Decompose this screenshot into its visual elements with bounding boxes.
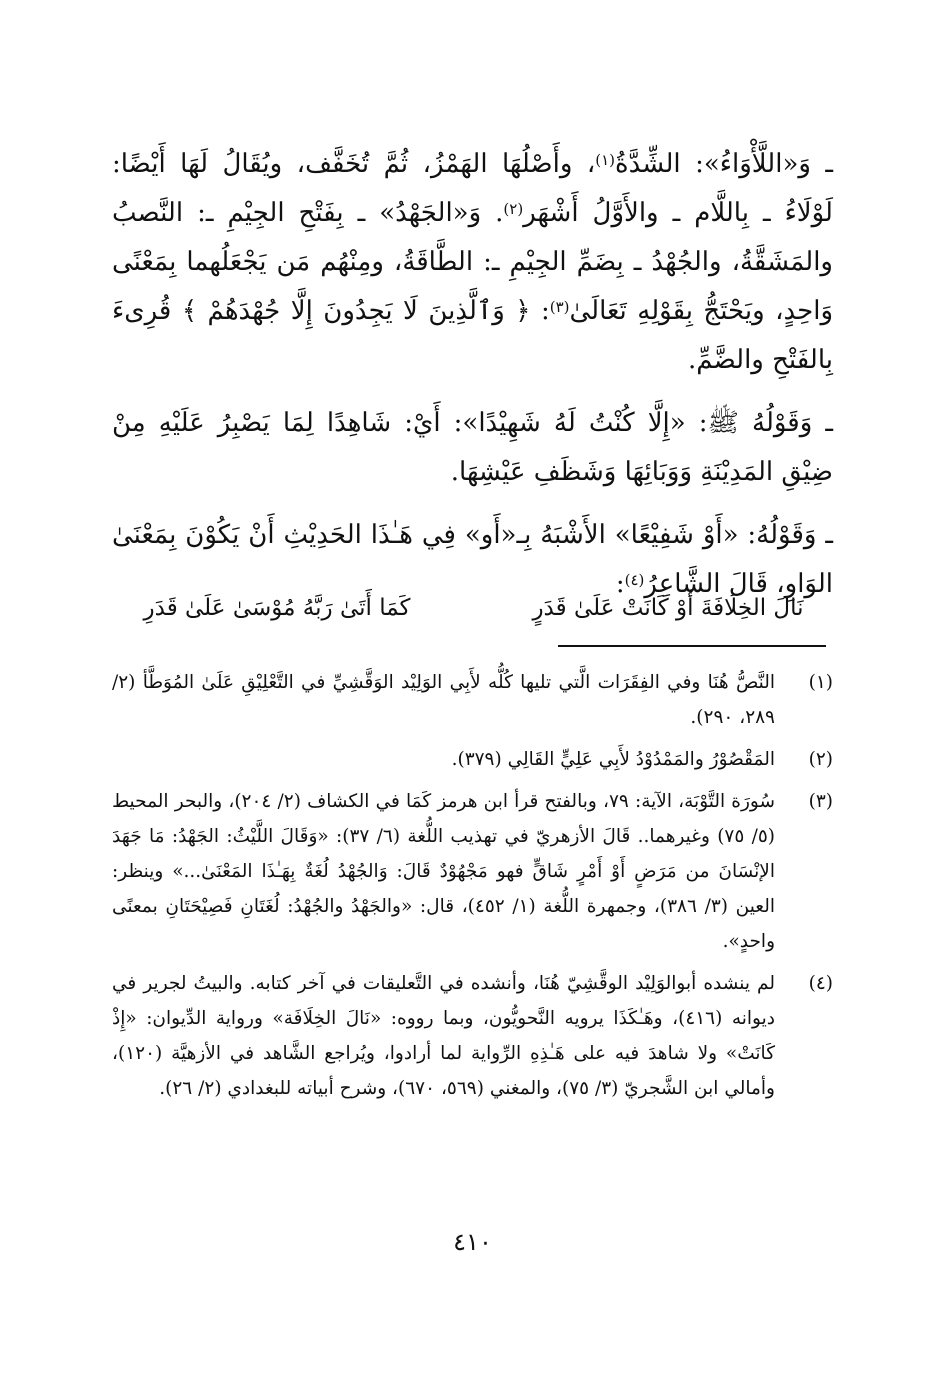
footnote-ref-4: (٤)	[624, 571, 645, 589]
paragraph-shafi-text-2: :	[615, 569, 625, 599]
verse-first-hemistich: نَالَ الخِلَافَةَ أَوْ كَانَتْ عَلَىٰ قَدَرٍ	[532, 595, 804, 621]
verse-second-hemistich: كَمَا أَتَىٰ رَبَّهُ مُوْسَىٰ عَلَىٰ قَدَرِ	[143, 595, 411, 621]
paragraph-shafi-text-1: ـ وَقَوْلُهُ: «أَوْ شَفِيْعًا» الأَشْبَهُ بِـ«أَو» فِي هَـٰذَا الحَدِيْثِ أَنْ يَكُوْنَ بِمَعْنَىٰ الوَاوِ، قَالَ الشَّاعِرُ	[112, 520, 833, 599]
paragraph-lawaa-text-1: ـ وَ«اللَّأْوَاءُ»: الشِّدَّةُ	[615, 149, 833, 179]
footnote-text: المَقْصُوْرُ والمَمْدُوْدُ لأَبِي عَلِيٍّ القَالِي (٣٧٩).	[451, 749, 775, 770]
footnote-separator	[558, 645, 826, 647]
footnote-number: (٢)	[808, 749, 833, 770]
footnote-number: (٣)	[808, 791, 833, 812]
paragraph-shahid	[112, 399, 833, 497]
footnote-text: النَّصُّ هُنَا وفي الفِقَرَات الَّتي تليها كُلُّه لأَبِي الوَلِيْد الوَقَّشِيِّ في التَّعْلِيْقِ عَلَىٰ المُوَطَّأ (٢/ ٢٨٩، ٢٩٠).	[112, 672, 775, 728]
footnote-3	[112, 784, 833, 959]
footnote-ref-1: (١)	[595, 151, 616, 169]
paragraph-lawaa-text-4: : ﴿ وَٱلَّذِينَ لَا يَجِدُونَ إِلَّا جُهْدَهُمْ ﴾ قُرِىءَ بِالفَتْحِ والضَّمِّ.	[112, 296, 833, 375]
footnote-text: لم ينشده أبوالوَلِيْد الوقَّشِيّ هُنَا، وأنشده في التَّعليقات في آخر كتابه. والبيتُ لجرير في ديوانه (٤١٦)، وهَـٰكَذَا يرويه النَّحويُّون، وبما رووه: «نَالَ الخِلَافَة» ورواية الدِّيوان: «إِذْ كَانَتْ» ولا شاهدَ فيه على هَـٰذِهِ الرِّواية لما أرادوا، ويُراجع الشَّاهد في الأزهيَّة (١٢٠)، وأمالي ابن الشَّجريّ (٣/ ٧٥)، والمغني (٥٦٩، ٦٧٠)، وشرح أبياته للبغدادي (٢/ ٢٦).	[112, 973, 776, 1099]
footnotes	[112, 665, 833, 1113]
main-text	[112, 140, 833, 623]
footnote-text: سُورَة التَّوْبَة، الآية: ٧٩، وبالفتح قرأ ابن هرمز كَمَا في الكشاف (٢/ ٢٠٤)، والبحر المحيط (٥/ ٧٥) وغيرهما.. قَالَ الأزهريّ في تهذيب اللُّغة (٦/ ٣٧): «وَقَالَ اللَّيْثُ: الجَهْدُ: مَا جَهَدَ الإنْسَانَ من مَرَضٍ أَوْ أَمْرٍ شَاقٍّ فهو مَجْهُوْدٌ قَالَ: وَالجُهْدُ لُغَةٌ بِهَـٰذَا المَعْنَىٰ...» وينظر: العين (٣/ ٣٨٦)، وجمهرة اللُّغة (١/ ٤٥٢)، قال: «والجَهْدُ والجُهْدُ: لُغَتَانِ فَصِيْحَتَانِ بمعنًى واحدٍ».	[112, 791, 775, 952]
paragraph-lawaa-text-2: ، وأَصْلُهَا الهَمْزُ، ثُمَّ تُخَفَّف، ويُقَالُ لَهَا أَيْضًا: لَوْلَاءُ ـ بِاللَّام ـ والأَوَّلُ أَشْهَر	[112, 149, 833, 228]
page-number: ٤١٠	[453, 1228, 492, 1256]
footnote-number: (١)	[808, 672, 833, 693]
footnote-ref-3: (٣)	[549, 298, 570, 316]
paragraph-lawaa	[112, 140, 833, 385]
footnote-1	[112, 665, 833, 735]
paragraph-shahid-text: ـ وَقَوْلُهُ ﷺ: «إِلَّا كُنْتُ لَهُ شَهِيْدًا»: أَيْ: شَاهِدًا لِمَا يَصْبِرُ عَلَيْهِ مِنْ ضِيْقِ المَدِيْنَةِ وَوَبَائِهَا وَشَظَفِ عَيْشِهَا.	[112, 408, 833, 487]
footnote-number: (٤)	[808, 973, 833, 994]
footnote-4	[112, 966, 833, 1106]
footnote-2	[112, 742, 833, 777]
paragraph-lawaa-text-3: . وَ«الجَهْدُ» ـ بِفَتْحِ الجِيْمِ ـ: النَّصبُ والمَشَقَّةُ، والجُهْدُ ـ بِضَمِّ الجِيْمِ ـ: الطَّاقَةُ، ومِنْهُم مَن يَجْعَلُهما بِمَعْنًى وَاحِدٍ، ويَحْتَجُّ بِقَوْلِهِ تَعَالَىٰ	[112, 198, 834, 326]
poetry-verse	[112, 588, 833, 628]
footnote-ref-2: (٢)	[503, 200, 524, 218]
